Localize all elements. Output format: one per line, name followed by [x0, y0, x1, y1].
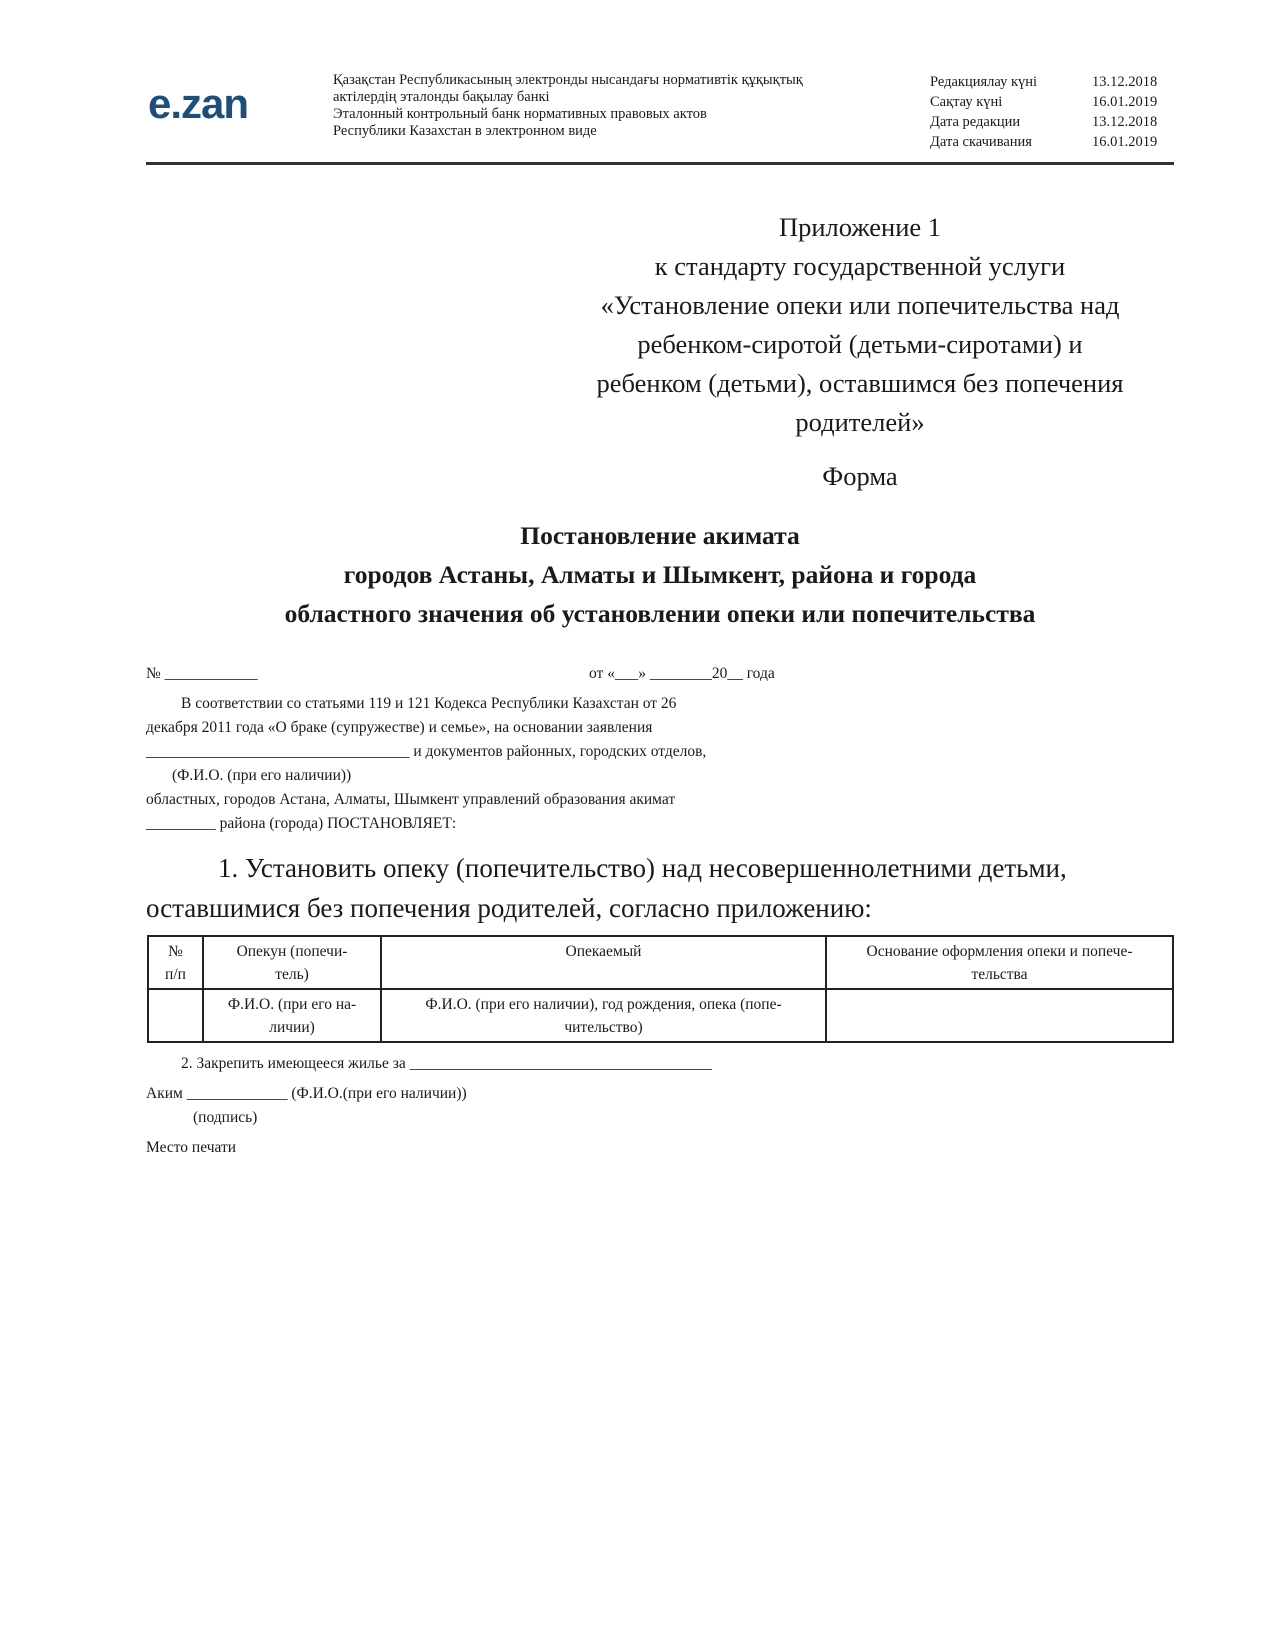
- cell-text: чительство): [564, 1019, 643, 1036]
- header-divider: [146, 162, 1174, 165]
- appendix-line: родителей»: [795, 407, 925, 437]
- document-number-line: № ____________: [146, 665, 258, 682]
- cell-text: Основание оформления опеки и попече-: [866, 943, 1133, 960]
- table-header-row: [148, 936, 1173, 989]
- guardianship-table: [147, 935, 1174, 1043]
- table-header-cell: [148, 936, 203, 989]
- cell-text: личии): [269, 1019, 315, 1036]
- header-org-text: [333, 72, 873, 140]
- table-header-cell: [826, 936, 1173, 989]
- table-cell: [203, 989, 381, 1042]
- akim-signature-line: Аким _____________ (Ф.И.О.(при его наличии)): [146, 1085, 467, 1102]
- header-org-line: Қазақстан Республикасының электронды нысандағы нормативтік құқықтық: [333, 72, 803, 88]
- cell-text: Опекун (попечи-: [236, 943, 348, 960]
- paragraph-line: __________________________________ и документов районных, городских отделов,: [146, 743, 707, 760]
- paragraph-line: областных, городов Астана, Алматы, Шымкент управлений образования акимат: [146, 791, 676, 808]
- meta-value: 13.12.2018: [1092, 114, 1158, 130]
- appendix-line: «Установление опеки или попечительства над: [600, 290, 1120, 320]
- table-header-cell: [381, 936, 826, 989]
- ezan-logo: e.zan: [148, 80, 249, 127]
- meta-value: 16.01.2019: [1092, 94, 1158, 110]
- meta-label: Дата скачивания: [930, 134, 1032, 150]
- appendix-line: ребенком-сиротой (детьми-сиротами) и: [637, 329, 1083, 359]
- meta-row: [930, 112, 1170, 132]
- title-line: областного значения об установлении опеки или попечительства: [284, 599, 1036, 628]
- table-cell: [826, 989, 1173, 1042]
- table-cell: [381, 989, 826, 1042]
- document-date-line: от «___» ________20__ года: [589, 665, 775, 682]
- paragraph-line: декабря 2011 года «О браке (супружестве) и семье», на основании заявления: [146, 719, 653, 736]
- meta-label: Дата редакции: [930, 114, 1021, 130]
- meta-label: Редакциялау күні: [930, 74, 1038, 90]
- table-header-cell: [203, 936, 381, 989]
- cell-text: Ф.И.О. (при его на-: [227, 996, 357, 1013]
- paragraph-line: _________ района (города) ПОСТАНОВЛЯЕТ:: [146, 815, 457, 832]
- paragraph-line: В соответствии со статьями 119 и 121 Кодекса Республики Казахстан от 26: [181, 695, 677, 712]
- cell-text: Опекаемый: [565, 943, 642, 960]
- seal-place-label: Место печати: [146, 1139, 237, 1156]
- title-line: Постановление акимата: [520, 521, 800, 550]
- meta-label: Сақтау күні: [930, 94, 1003, 110]
- cell-text: №: [168, 943, 183, 960]
- meta-row: [930, 92, 1170, 112]
- cell-text: тель): [275, 966, 309, 983]
- meta-value: 13.12.2018: [1092, 74, 1158, 90]
- appendix-line: Приложение 1: [778, 212, 942, 242]
- header-org-line: актілердің эталонды бақылау банкі: [333, 89, 550, 105]
- table-row: [148, 989, 1173, 1042]
- document-title: [146, 516, 1174, 633]
- appendix-line: ребенком (детьми), оставшимся без попечения: [596, 368, 1124, 398]
- appendix-block: [560, 208, 1160, 442]
- meta-value: 16.01.2019: [1092, 134, 1158, 150]
- meta-row: [930, 132, 1170, 152]
- form-label: Форма: [822, 461, 898, 491]
- point-two-line: 2. Закрепить имеющееся жилье за _______________________________________: [181, 1055, 712, 1072]
- header-org-line: Республики Казахстан в электронном виде: [333, 123, 597, 139]
- title-line: городов Астаны, Алматы и Шымкент, района и города: [343, 560, 977, 589]
- signature-hint: (подпись): [193, 1109, 258, 1126]
- cell-text: Ф.И.О. (при его наличии), год рождения, опека (попе-: [425, 996, 782, 1013]
- point-one-line: оставшимися без попечения родителей, согласно приложению:: [146, 893, 872, 923]
- header-org-line: Эталонный контрольный банк нормативных правовых актов: [333, 106, 707, 122]
- cell-text: п/п: [165, 966, 186, 983]
- appendix-line: к стандарту государственной услуги: [654, 251, 1066, 281]
- cell-text: тельства: [971, 966, 1028, 983]
- meta-row: [930, 72, 1170, 92]
- point-one-line: 1. Установить опеку (попечительство) над несовершеннолетними детьми,: [218, 853, 1067, 883]
- table-cell: [148, 989, 203, 1042]
- header-meta: [930, 72, 1170, 152]
- fio-hint: (Ф.И.О. (при его наличии)): [172, 767, 352, 784]
